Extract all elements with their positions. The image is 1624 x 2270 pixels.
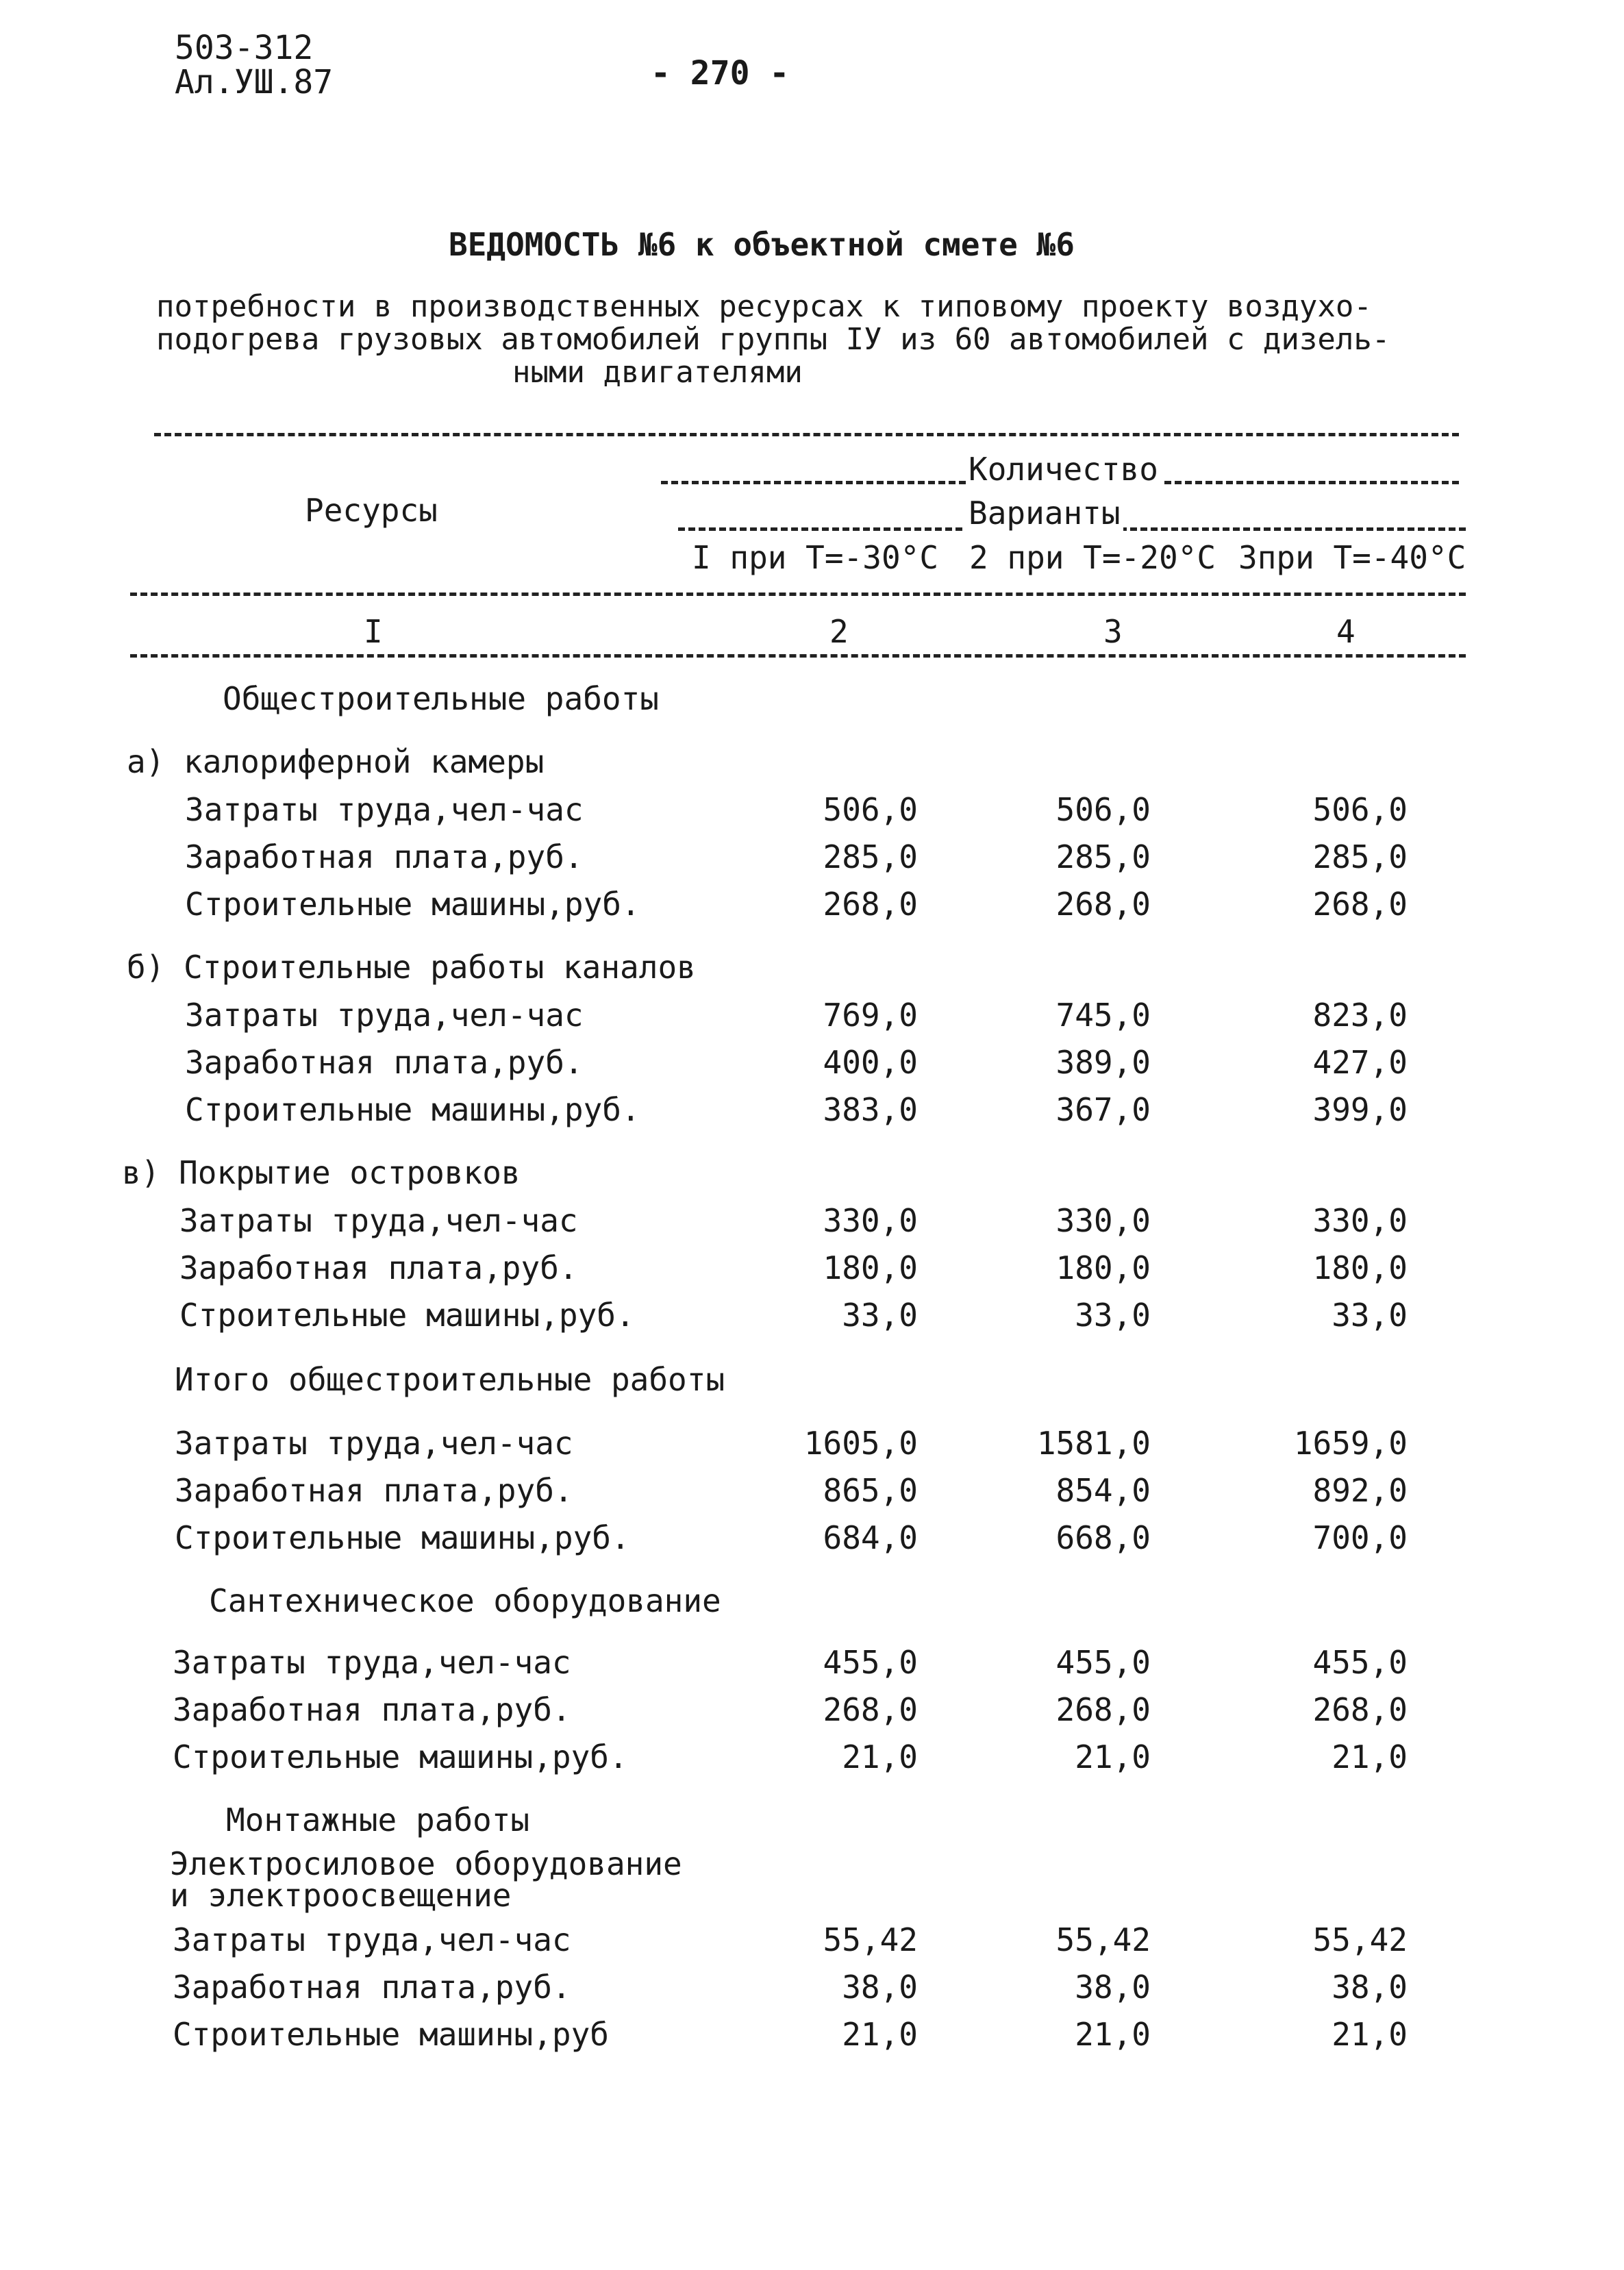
column-number-1: I: [360, 613, 387, 650]
value-variant-3: 1659,0: [1293, 1425, 1408, 1462]
value-variant-3: 330,0: [1312, 1202, 1408, 1239]
intro-line-1: потребности в производственных ресурсах к типовому проекту воздухо-: [156, 289, 1372, 324]
value-variant-1: 38,0: [842, 1969, 918, 2006]
value-variant-1: 865,0: [823, 1472, 918, 1509]
section-heading: Сантехническое оборудование: [209, 1582, 721, 1619]
column-numbers-rule: [130, 654, 1466, 658]
resource-label: Строительные машины,руб.: [185, 1091, 640, 1128]
resource-label: Заработная плата,руб.: [185, 838, 584, 875]
page-title: ВЕДОМОСТЬ №6 к объектной смете №6: [449, 226, 1075, 263]
value-variant-1: 769,0: [823, 997, 918, 1034]
value-variant-1: 455,0: [823, 1644, 918, 1681]
value-variant-2: 285,0: [1055, 838, 1151, 875]
value-variant-3: 399,0: [1312, 1091, 1408, 1128]
value-variant-3: 21,0: [1332, 2016, 1408, 2053]
resource-label: Затраты труда,чел-час: [175, 1425, 573, 1462]
value-variant-1: 55,42: [823, 1921, 918, 1958]
column-number-3: 3: [1099, 613, 1127, 650]
value-variant-1: 285,0: [823, 838, 918, 875]
resource-label: Затраты труда,чел-час: [179, 1202, 578, 1239]
value-variant-3: 38,0: [1332, 1969, 1408, 2006]
value-variant-3: 823,0: [1312, 997, 1408, 1034]
resource-label: Заработная плата,руб.: [179, 1249, 578, 1286]
value-variant-2: 38,0: [1075, 1969, 1151, 2006]
value-variant-3: 180,0: [1312, 1249, 1408, 1286]
value-variant-1: 383,0: [823, 1091, 918, 1128]
section-heading: в) Покрытие островков: [122, 1154, 521, 1191]
resource-label: Затраты труда,чел-час: [185, 997, 584, 1034]
value-variant-3: 506,0: [1312, 791, 1408, 828]
resource-label: Строительные машины,руб.: [175, 1519, 630, 1556]
value-variant-1: 506,0: [823, 791, 918, 828]
resource-label: Строительные машины,руб.: [173, 1738, 628, 1775]
value-variant-3: 700,0: [1312, 1519, 1408, 1556]
value-variant-1: 268,0: [823, 886, 918, 923]
section-heading: Итого общестроительные работы: [175, 1361, 725, 1398]
value-variant-1: 330,0: [823, 1202, 918, 1239]
value-variant-1: 33,0: [842, 1297, 918, 1334]
value-variant-2: 506,0: [1055, 791, 1151, 828]
resource-label: Заработная плата,руб.: [185, 1044, 584, 1081]
value-variant-2: 668,0: [1055, 1519, 1151, 1556]
value-variant-2: 854,0: [1055, 1472, 1151, 1509]
variant-3-header: 3при Т=-40°С: [1238, 539, 1466, 576]
resource-label: Заработная плата,руб.: [173, 1969, 571, 2006]
resource-label: Строительные машины,руб.: [185, 886, 640, 923]
variant-2-header: 2 при Т=-20°С: [969, 539, 1216, 576]
variants-header: Варианты: [966, 495, 1123, 532]
value-variant-2: 21,0: [1075, 2016, 1151, 2053]
value-variant-3: 33,0: [1332, 1297, 1408, 1334]
value-variant-3: 268,0: [1312, 1691, 1408, 1728]
value-variant-2: 55,42: [1055, 1921, 1151, 1958]
resource-label: Заработная плата,руб.: [175, 1472, 573, 1509]
value-variant-2: 330,0: [1055, 1202, 1151, 1239]
value-variant-1: 21,0: [842, 2016, 918, 2053]
resource-label: Заработная плата,руб.: [173, 1691, 571, 1728]
value-variant-1: 21,0: [842, 1738, 918, 1775]
resource-label: Строительные машины,руб.: [179, 1297, 635, 1334]
table-top-rule: [154, 433, 1459, 436]
column-number-4: 4: [1332, 613, 1360, 650]
value-variant-2: 745,0: [1055, 997, 1151, 1034]
page-number: - 270 -: [651, 54, 790, 92]
section-heading: б) Строительные работы каналов: [127, 949, 696, 986]
header-bottom-rule: [130, 593, 1466, 596]
document-code: 503-312: [175, 29, 314, 67]
value-variant-2: 455,0: [1055, 1644, 1151, 1681]
value-variant-2: 1581,0: [1036, 1425, 1151, 1462]
value-variant-1: 268,0: [823, 1691, 918, 1728]
value-variant-1: 684,0: [823, 1519, 918, 1556]
section-heading: Электросиловое оборудование: [170, 1845, 682, 1882]
section-heading: Общестроительные работы: [223, 680, 659, 717]
resources-header: Ресурсы: [305, 492, 438, 529]
section-heading: Монтажные работы: [226, 1801, 530, 1838]
section-heading: и электроосвещение: [170, 1877, 512, 1914]
variant-1-header: I при Т=-30°С: [692, 539, 939, 576]
value-variant-2: 389,0: [1055, 1044, 1151, 1081]
value-variant-3: 55,42: [1312, 1921, 1408, 1958]
value-variant-3: 21,0: [1332, 1738, 1408, 1775]
column-number-2: 2: [825, 613, 853, 650]
value-variant-2: 367,0: [1055, 1091, 1151, 1128]
value-variant-1: 180,0: [823, 1249, 918, 1286]
intro-line-2: подогрева грузовых автомобилей группы IУ из 60 автомобилей с дизель-: [156, 322, 1390, 357]
value-variant-3: 427,0: [1312, 1044, 1408, 1081]
value-variant-3: 892,0: [1312, 1472, 1408, 1509]
resource-label: Строительные машины,руб: [173, 2016, 609, 2053]
resource-label: Затраты труда,чел-час: [173, 1644, 571, 1681]
album-code: Ал.УШ.87: [175, 63, 334, 101]
resource-label: Затраты труда,чел-час: [185, 791, 584, 828]
value-variant-2: 268,0: [1055, 1691, 1151, 1728]
value-variant-1: 400,0: [823, 1044, 918, 1081]
value-variant-3: 285,0: [1312, 838, 1408, 875]
section-heading: а) калориферной камеры: [127, 743, 545, 780]
value-variant-3: 455,0: [1312, 1644, 1408, 1681]
value-variant-3: 268,0: [1312, 886, 1408, 923]
value-variant-2: 33,0: [1075, 1297, 1151, 1334]
value-variant-2: 268,0: [1055, 886, 1151, 923]
value-variant-2: 21,0: [1075, 1738, 1151, 1775]
intro-line-3: ными двигателями: [512, 355, 803, 390]
value-variant-1: 1605,0: [803, 1425, 918, 1462]
resource-label: Затраты труда,чел-час: [173, 1921, 571, 1958]
value-variant-2: 180,0: [1055, 1249, 1151, 1286]
quantity-header: Количество: [966, 451, 1161, 488]
